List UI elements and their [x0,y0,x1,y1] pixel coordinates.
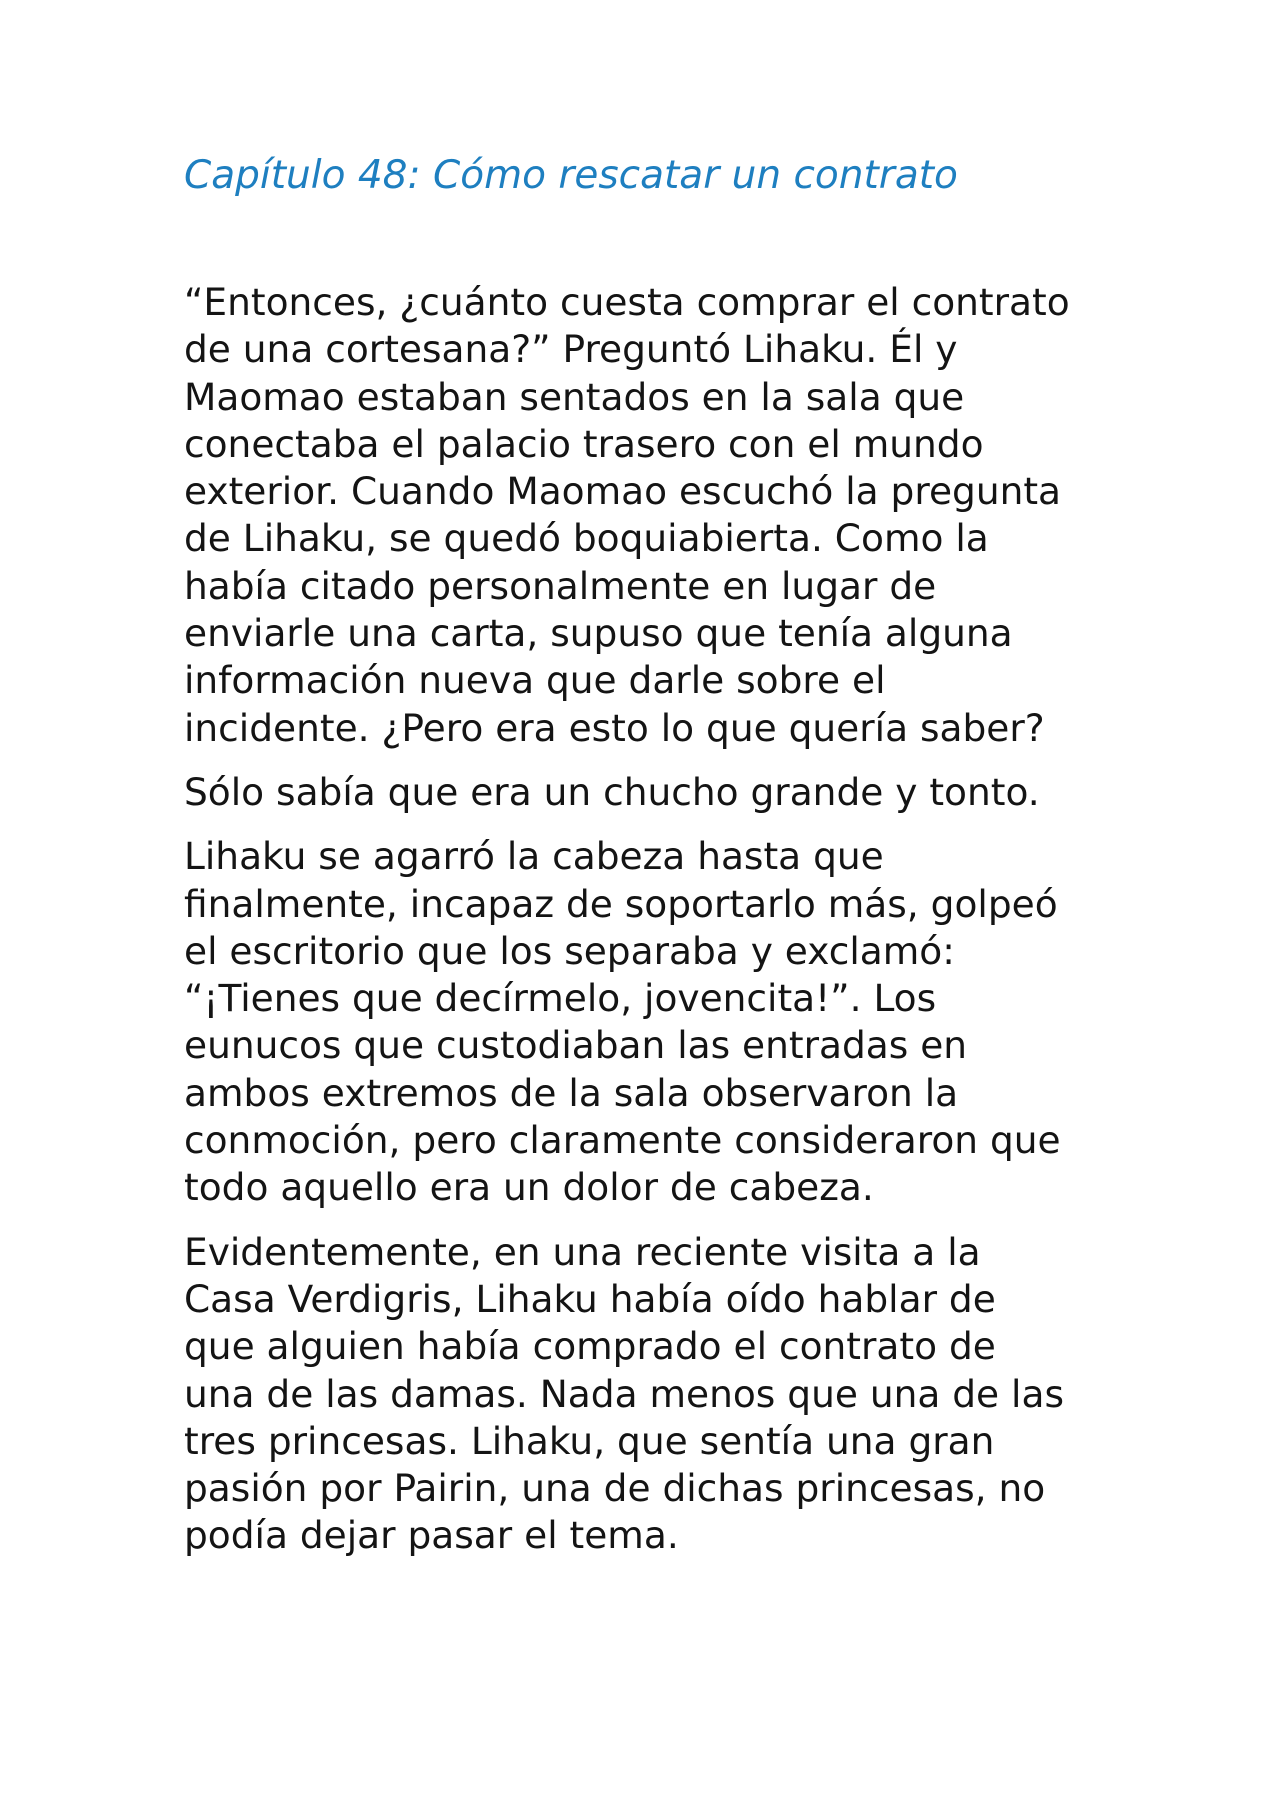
text-line: una de las damas. Nada menos que una de las [184,1371,1064,1416]
text-line: podía dejar pasar el tema. [184,1513,679,1558]
text-line: información nueva que darle sobre el [184,658,886,703]
text-line: que alguien había comprado el contrato de [184,1324,996,1369]
paragraph [184,769,1110,816]
text-line: ambos extremos de la sala observaron la [184,1070,959,1115]
text-line: Sólo sabía que era un chucho grande y tonto. [184,769,1040,814]
text-line: tres princesas. Lihaku, que sentía una gran [184,1418,995,1463]
chapter-title: Capítulo 48: Cómo rescatar un contrato [184,153,958,198]
text-line: Lihaku se agarró la cabeza hasta que [184,834,884,879]
text-line: eunucos que custodiaban las entradas en [184,1023,968,1068]
paragraph [184,1229,1110,1560]
paragraph [184,279,1110,752]
text-line: de Lihaku, se quedó boquiabierta. Como la [184,516,989,561]
text-line: conmoción, pero claramente consideraron que [184,1118,1061,1163]
text-line: había citado personalmente en lugar de [184,563,937,608]
text-line: exterior. Cuando Maomao escuchó la pregunta [184,469,1062,514]
chapter-body [184,279,1110,1560]
text-line: incidente. ¿Pero era esto lo que quería saber? [184,705,1045,750]
text-line: todo aquello era un dolor de cabeza. [184,1165,874,1210]
text-line: enviarle una carta, supuso que tenía alguna [184,611,1013,656]
text-line: pasión por Pairin, una de dichas princesas, no [184,1466,1046,1511]
text-line: Evidentemente, en una reciente visita a la [184,1229,981,1274]
text-line: “¡Tienes que decírmelo, jovencita!”. Los [184,976,937,1021]
text-line: Casa Verdigris, Lihaku había oído hablar de [184,1276,996,1321]
paragraph [184,833,1110,1211]
text-line: “Entonces, ¿cuánto cuesta comprar el contrato [184,280,1070,324]
text-line: el escritorio que los separaba y exclamó: [184,928,955,973]
text-line: conectaba el palacio trasero con el mundo [184,421,984,466]
text-line: de una cortesana?” Preguntó Lihaku. Él y [184,327,958,372]
text-line: finalmente, incapaz de soportarlo más, golpeó [184,881,1058,926]
text-line: Maomao estaban sentados en la sala que [184,374,965,419]
